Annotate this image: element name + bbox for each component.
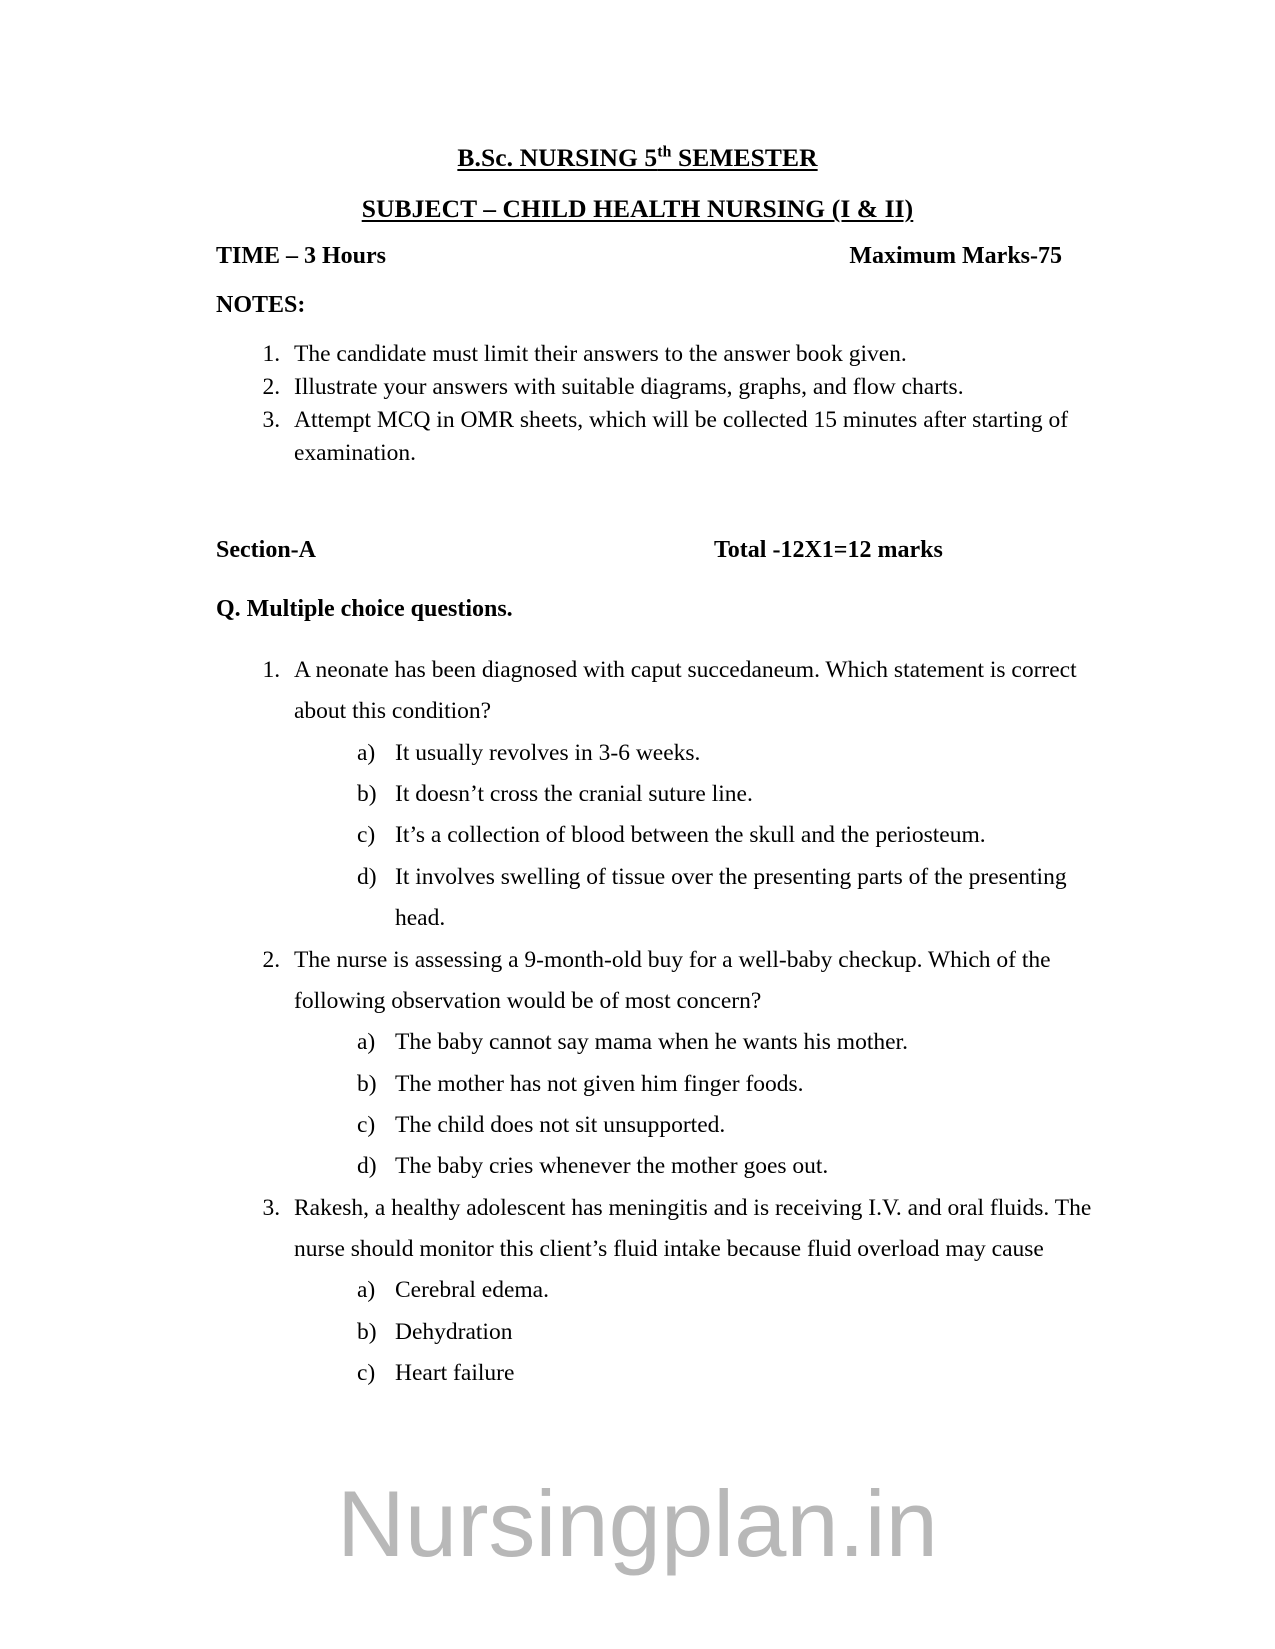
option-item[interactable]: [357, 1022, 1116, 1063]
option-text: The baby cries whenever the mother goes out.: [395, 1153, 829, 1180]
mcq-heading: Q. Multiple choice questions.: [216, 596, 513, 622]
option-label: b): [357, 781, 377, 808]
option-label: b): [357, 1318, 377, 1345]
option-label: d): [357, 863, 377, 890]
subject-heading-text: SUBJECT – CHILD HEALTH NURSING (I & II): [361, 194, 914, 223]
question-text: 1. A neonate has been diagnosed with caput succedaneum. Which statement is correct about this condition?: [294, 657, 1077, 725]
option-text: It doesn’t cross the cranial suture line.: [395, 781, 753, 808]
exam-time: TIME – 3 Hours: [216, 243, 387, 269]
page-title: [0, 143, 1275, 173]
question-item: [286, 1188, 1116, 1395]
option-label: a): [357, 1029, 376, 1056]
option-item[interactable]: [357, 1064, 1116, 1105]
section-header-row: [216, 537, 1075, 564]
option-text: Dehydration: [395, 1318, 513, 1345]
question-item: [286, 650, 1116, 940]
options-list: [294, 733, 1116, 940]
option-text: The mother has not given him finger foods.: [395, 1070, 804, 1097]
page-title-ordinal-suffix: th: [657, 143, 672, 161]
option-label: c): [357, 1360, 376, 1387]
options-list: [294, 1022, 1116, 1187]
option-item[interactable]: [357, 1312, 1116, 1353]
subject-heading: [0, 194, 1275, 224]
option-item[interactable]: [357, 857, 1116, 940]
notes-list: [248, 338, 1116, 470]
option-text: It’s a collection of blood between the skull and the periosteum.: [395, 822, 986, 849]
option-item[interactable]: [357, 1353, 1116, 1394]
question-text: 2. The nurse is assessing a 9-month-old buy for a well-baby checkup. Which of the following observation would be of most concern?: [294, 946, 1051, 1014]
option-label: c): [357, 1111, 376, 1138]
option-label: c): [357, 822, 376, 849]
note-item: 2. Illustrate your answers with suitable diagrams, graphs, and flow charts.: [286, 371, 1116, 403]
option-item[interactable]: [357, 1146, 1116, 1187]
note-item: 3. Attempt MCQ in OMR sheets, which will be collected 15 minutes after starting of examination.: [286, 404, 1116, 468]
question-text: 3. Rakesh, a healthy adolescent has meningitis and is receiving I.V. and oral fluids. The nurse should monitor this client’s fluid intake because fluid overload may cause: [294, 1194, 1092, 1263]
option-item[interactable]: [357, 774, 1116, 815]
section-label: Section-A: [216, 537, 316, 563]
option-text: Cerebral edema.: [395, 1277, 549, 1304]
option-text: Heart failure: [395, 1360, 515, 1387]
option-item[interactable]: [357, 815, 1116, 856]
option-text: It involves swelling of tissue over the presenting parts of the presenting head.: [395, 863, 1067, 932]
option-item[interactable]: [357, 1105, 1116, 1146]
section-total-marks: Total -12X1=12 marks: [714, 537, 943, 563]
exam-meta-row: [216, 243, 1075, 270]
option-item[interactable]: [357, 733, 1116, 774]
option-label: a): [357, 1277, 376, 1304]
questions-list: [248, 650, 1116, 1394]
exam-maximum-marks: Maximum Marks-75: [849, 243, 1062, 269]
site-watermark: Nursingplan.in: [337, 1471, 938, 1576]
option-text: It usually revolves in 3-6 weeks.: [395, 739, 701, 766]
option-label: b): [357, 1070, 377, 1097]
option-text: The baby cannot say mama when he wants his mother.: [395, 1029, 908, 1056]
options-list: [294, 1270, 1116, 1394]
option-label: d): [357, 1153, 377, 1180]
page-title-prefix: B.Sc. NURSING 5: [457, 143, 658, 172]
option-label: a): [357, 739, 376, 766]
option-item[interactable]: [357, 1270, 1116, 1311]
question-item: [286, 940, 1116, 1188]
option-text: The child does not sit unsupported.: [395, 1111, 726, 1138]
note-item: 1. The candidate must limit their answers to the answer book given.: [286, 338, 1116, 370]
page-title-suffix: SEMESTER: [671, 143, 818, 172]
notes-label: NOTES:: [216, 292, 306, 318]
